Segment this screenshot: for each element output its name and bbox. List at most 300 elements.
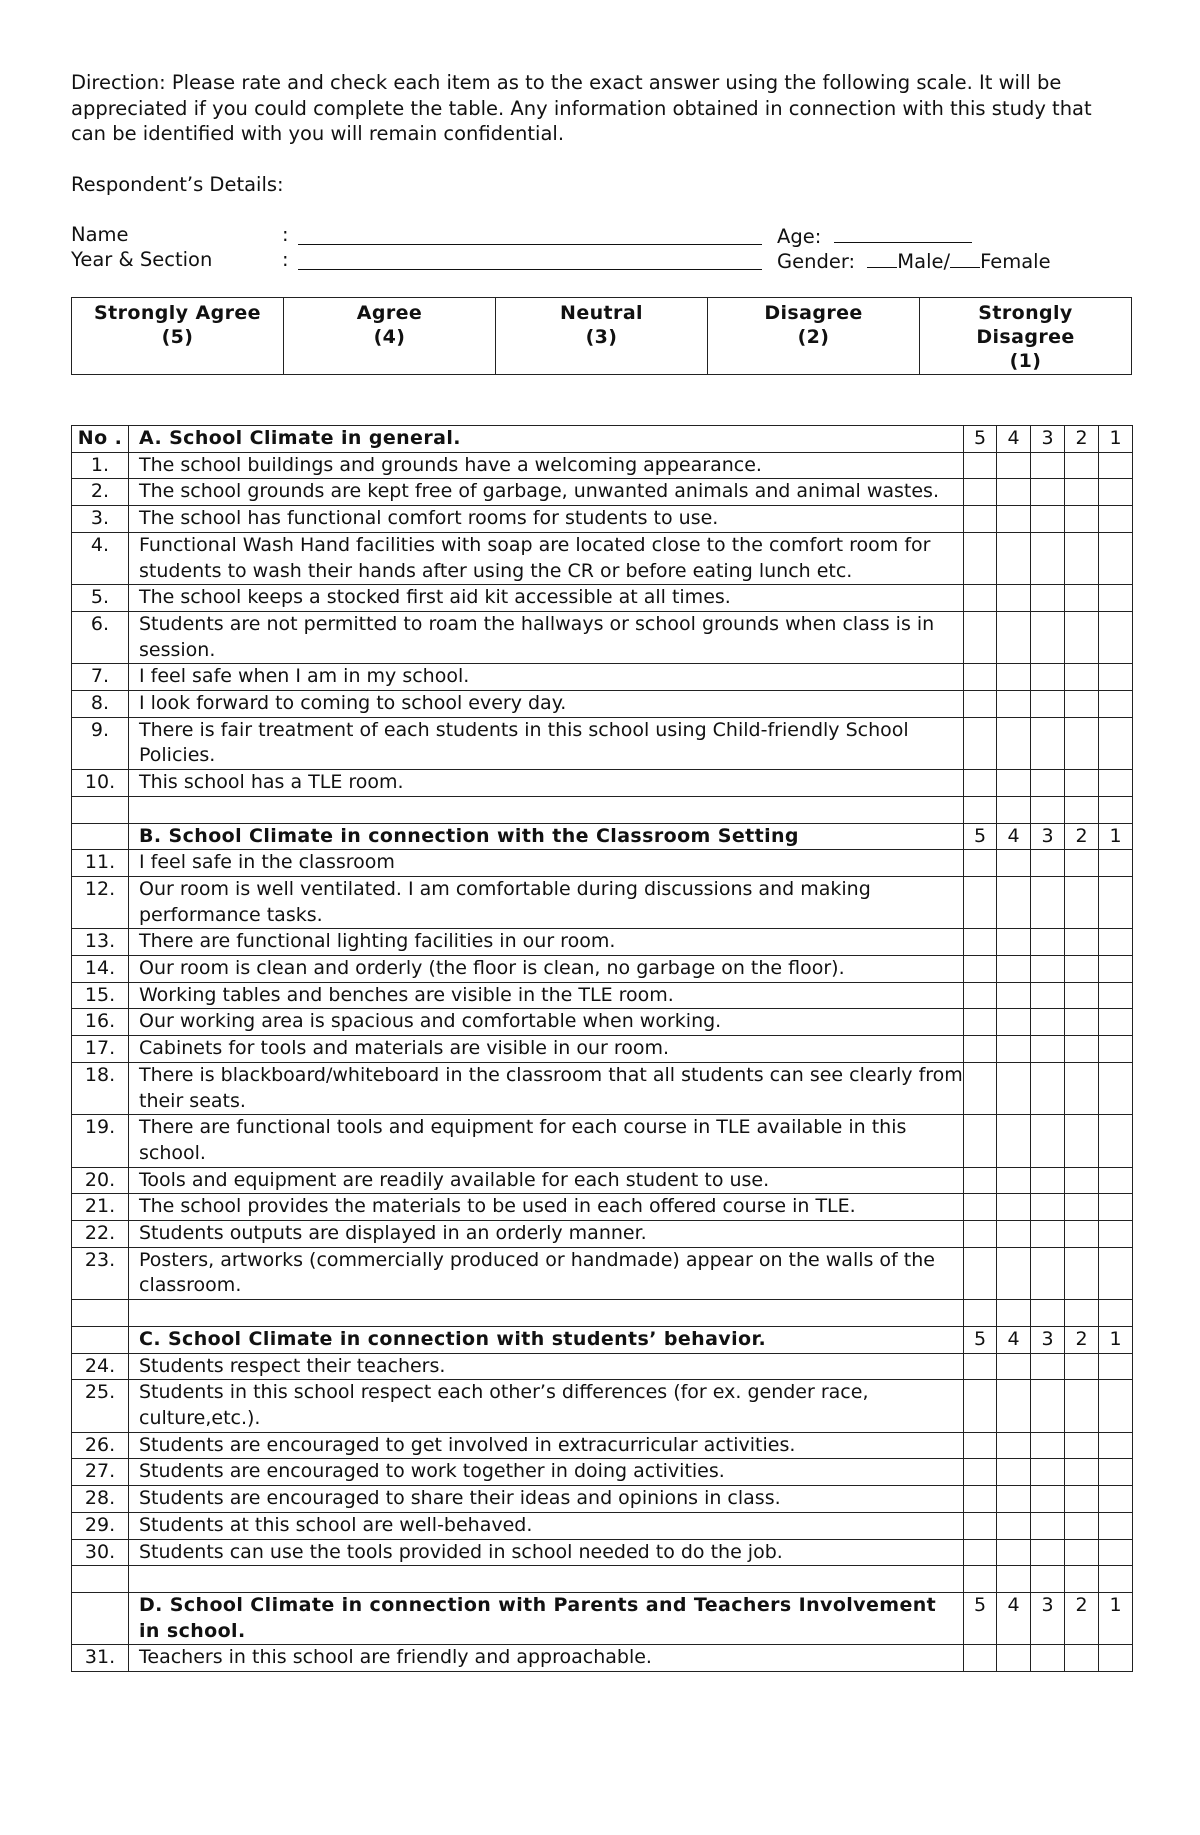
rating-cell[interactable] bbox=[964, 1115, 997, 1167]
rating-cell[interactable] bbox=[1099, 1221, 1133, 1248]
respondent-details-heading: Respondent’s Details: bbox=[71, 173, 284, 196]
item-number: 15. bbox=[72, 982, 129, 1009]
rating-cell[interactable] bbox=[964, 1247, 997, 1299]
item-row bbox=[72, 1380, 1133, 1432]
rating-cell[interactable] bbox=[1065, 479, 1099, 506]
name-row bbox=[71, 222, 1131, 247]
score-header: 3 bbox=[1031, 1326, 1065, 1353]
rating-cell[interactable] bbox=[1065, 585, 1099, 612]
spacer-cell bbox=[1031, 796, 1065, 823]
item-number: 12. bbox=[72, 876, 129, 928]
score-header: 1 bbox=[1099, 1326, 1133, 1353]
rating-cell[interactable] bbox=[964, 1036, 997, 1063]
spacer-cell bbox=[129, 1300, 964, 1327]
item-text: The school buildings and grounds have a welcoming appearance. bbox=[129, 452, 964, 479]
item-number: 28. bbox=[72, 1486, 129, 1513]
rating-cell[interactable] bbox=[1099, 1353, 1133, 1380]
rating-cell[interactable] bbox=[964, 1512, 997, 1539]
rating-cell[interactable] bbox=[997, 717, 1031, 769]
rating-cell[interactable] bbox=[1031, 532, 1065, 584]
rating-cell[interactable] bbox=[964, 506, 997, 533]
rating-cell[interactable] bbox=[1065, 929, 1099, 956]
spacer-cell bbox=[129, 1566, 964, 1593]
item-row bbox=[72, 1221, 1133, 1248]
item-text: The school keeps a stocked first aid kit accessible at all times. bbox=[129, 585, 964, 612]
item-number: 8. bbox=[72, 691, 129, 718]
rating-cell[interactable] bbox=[1099, 956, 1133, 983]
rating-cell[interactable] bbox=[1031, 479, 1065, 506]
rating-cell[interactable] bbox=[964, 1486, 997, 1513]
rating-cell[interactable] bbox=[1031, 1380, 1065, 1432]
item-row bbox=[72, 1353, 1133, 1380]
item-number: 25. bbox=[72, 1380, 129, 1432]
score-header: 4 bbox=[997, 1592, 1031, 1644]
section-header-row bbox=[72, 1326, 1133, 1353]
item-row bbox=[72, 1539, 1133, 1566]
rating-cell[interactable] bbox=[1065, 1432, 1099, 1459]
item-row bbox=[72, 506, 1133, 533]
section-title: C. School Climate in connection with students’ behavior. bbox=[129, 1326, 964, 1353]
rating-cell[interactable] bbox=[1065, 1247, 1099, 1299]
rating-cell[interactable] bbox=[1065, 1512, 1099, 1539]
item-text: Students can use the tools provided in school needed to do the job. bbox=[129, 1539, 964, 1566]
rating-cell[interactable] bbox=[997, 1221, 1031, 1248]
rating-cell[interactable] bbox=[964, 1459, 997, 1486]
score-header: 4 bbox=[997, 426, 1031, 453]
rating-cell[interactable] bbox=[1031, 1539, 1065, 1566]
score-header: 3 bbox=[1031, 1592, 1065, 1644]
spacer-cell bbox=[997, 796, 1031, 823]
rating-cell[interactable] bbox=[1099, 506, 1133, 533]
rating-cell[interactable] bbox=[1031, 876, 1065, 928]
rating-cell[interactable] bbox=[1065, 770, 1099, 797]
rating-cell[interactable] bbox=[1099, 1380, 1133, 1432]
rating-cell[interactable] bbox=[964, 1539, 997, 1566]
rating-cell[interactable] bbox=[997, 1539, 1031, 1566]
rating-cell[interactable] bbox=[997, 1036, 1031, 1063]
rating-cell[interactable] bbox=[997, 611, 1031, 663]
rating-cell[interactable] bbox=[1099, 1036, 1133, 1063]
rating-cell[interactable] bbox=[1031, 956, 1065, 983]
female-check-blank[interactable] bbox=[950, 247, 980, 268]
item-row bbox=[72, 850, 1133, 877]
rating-cell[interactable] bbox=[1031, 1459, 1065, 1486]
score-header: 5 bbox=[964, 823, 997, 850]
item-text: I look forward to coming to school every day. bbox=[129, 691, 964, 718]
item-number: 16. bbox=[72, 1009, 129, 1036]
rating-cell[interactable] bbox=[1031, 452, 1065, 479]
rating-cell[interactable] bbox=[1065, 956, 1099, 983]
spacer-row bbox=[72, 796, 1133, 823]
rating-cell[interactable] bbox=[964, 929, 997, 956]
spacer-cell bbox=[1099, 1300, 1133, 1327]
rating-cell[interactable] bbox=[1031, 1062, 1065, 1114]
gender-label: Gender: bbox=[777, 250, 856, 273]
rating-cell[interactable] bbox=[997, 1486, 1031, 1513]
rating-cell[interactable] bbox=[997, 691, 1031, 718]
rating-cell[interactable] bbox=[997, 982, 1031, 1009]
rating-cell[interactable] bbox=[1065, 1036, 1099, 1063]
rating-cell[interactable] bbox=[964, 532, 997, 584]
rating-cell[interactable] bbox=[997, 1459, 1031, 1486]
item-text: There are functional tools and equipment for each course in TLE available in this school. bbox=[129, 1115, 964, 1167]
rating-cell[interactable] bbox=[964, 1009, 997, 1036]
item-number: 11. bbox=[72, 850, 129, 877]
rating-cell[interactable] bbox=[964, 717, 997, 769]
year-section-row bbox=[71, 247, 1131, 272]
rating-cell[interactable] bbox=[1065, 1115, 1099, 1167]
rating-cell[interactable] bbox=[1065, 611, 1099, 663]
rating-cell[interactable] bbox=[964, 479, 997, 506]
rating-cell[interactable] bbox=[997, 664, 1031, 691]
rating-cell[interactable] bbox=[1031, 585, 1065, 612]
item-number: 14. bbox=[72, 956, 129, 983]
item-text: Students are not permitted to roam the hallways or school grounds when class is in session. bbox=[129, 611, 964, 663]
rating-cell[interactable] bbox=[1031, 1036, 1065, 1063]
year-section-label: Year & Section bbox=[71, 248, 213, 271]
rating-cell[interactable] bbox=[1031, 611, 1065, 663]
rating-cell[interactable] bbox=[964, 982, 997, 1009]
rating-cell[interactable] bbox=[1099, 1194, 1133, 1221]
item-number: 24. bbox=[72, 1353, 129, 1380]
year-section-colon: : bbox=[282, 248, 289, 271]
no-header: No . bbox=[72, 426, 129, 453]
rating-cell[interactable] bbox=[964, 691, 997, 718]
rating-cell[interactable] bbox=[1031, 1009, 1065, 1036]
rating-cell[interactable] bbox=[997, 1432, 1031, 1459]
score-header: 2 bbox=[1065, 823, 1099, 850]
direction-text: Direction: Please rate and check each item as to the exact answer using the following scale. It will be appreciated if you could complete the table. Any information obtained in connection with this study that can be identified with you will remain confidential. bbox=[71, 71, 1092, 145]
item-text: I feel safe in the classroom bbox=[129, 850, 964, 877]
item-number: 9. bbox=[72, 717, 129, 769]
rating-cell[interactable] bbox=[1065, 506, 1099, 533]
rating-cell[interactable] bbox=[997, 1353, 1031, 1380]
rating-cell[interactable] bbox=[964, 1167, 997, 1194]
rating-cell[interactable] bbox=[964, 770, 997, 797]
rating-cell[interactable] bbox=[1065, 532, 1099, 584]
rating-cell[interactable] bbox=[964, 1062, 997, 1114]
rating-cell[interactable] bbox=[1065, 691, 1099, 718]
rating-cell[interactable] bbox=[1099, 691, 1133, 718]
spacer-cell bbox=[1065, 1566, 1099, 1593]
rating-cell[interactable] bbox=[964, 452, 997, 479]
item-text: The school provides the materials to be used in each offered course in TLE. bbox=[129, 1194, 964, 1221]
rating-cell[interactable] bbox=[997, 1247, 1031, 1299]
item-row bbox=[72, 1009, 1133, 1036]
item-text: There is fair treatment of each students in this school using Child-friendly School Policies. bbox=[129, 717, 964, 769]
rating-cell[interactable] bbox=[1065, 1194, 1099, 1221]
item-number: 23. bbox=[72, 1247, 129, 1299]
rating-cell[interactable] bbox=[1031, 691, 1065, 718]
item-text: Our working area is spacious and comfortable when working. bbox=[129, 1009, 964, 1036]
name-blank[interactable] bbox=[298, 244, 762, 245]
rating-cell[interactable] bbox=[997, 1512, 1031, 1539]
score-header: 1 bbox=[1099, 426, 1133, 453]
item-number: 18. bbox=[72, 1062, 129, 1114]
rating-cell[interactable] bbox=[964, 664, 997, 691]
rating-cell[interactable] bbox=[997, 1062, 1031, 1114]
spacer-cell bbox=[1065, 796, 1099, 823]
item-text: Our room is clean and orderly (the floor is clean, no garbage on the floor). bbox=[129, 956, 964, 983]
rating-cell[interactable] bbox=[1099, 1247, 1133, 1299]
rating-cell[interactable] bbox=[1065, 717, 1099, 769]
rating-cell[interactable] bbox=[1031, 1512, 1065, 1539]
rating-cell[interactable] bbox=[997, 1115, 1031, 1167]
item-row bbox=[72, 1194, 1133, 1221]
rating-cell[interactable] bbox=[1031, 982, 1065, 1009]
item-text: Students in this school respect each other’s differences (for ex. gender race, culture,etc.). bbox=[129, 1380, 964, 1432]
male-label: Male/ bbox=[897, 250, 951, 273]
no-header bbox=[72, 1326, 129, 1353]
rating-cell[interactable] bbox=[997, 506, 1031, 533]
rating-cell[interactable] bbox=[1065, 982, 1099, 1009]
age-field bbox=[777, 222, 972, 249]
rating-cell[interactable] bbox=[1065, 1645, 1099, 1672]
item-number: 27. bbox=[72, 1459, 129, 1486]
item-text: I feel safe when I am in my school. bbox=[129, 664, 964, 691]
item-number: 22. bbox=[72, 1221, 129, 1248]
rating-scale-table bbox=[71, 297, 1132, 375]
score-header: 2 bbox=[1065, 1592, 1099, 1644]
item-row bbox=[72, 452, 1133, 479]
item-row bbox=[72, 1645, 1133, 1672]
rating-cell[interactable] bbox=[1031, 1115, 1065, 1167]
item-number: 10. bbox=[72, 770, 129, 797]
score-header: 5 bbox=[964, 1326, 997, 1353]
rating-cell[interactable] bbox=[1099, 1486, 1133, 1513]
spacer-cell bbox=[1031, 1300, 1065, 1327]
section-title: D. School Climate in connection with Parents and Teachers Involvement in school. bbox=[129, 1592, 964, 1644]
rating-cell[interactable] bbox=[1065, 1380, 1099, 1432]
item-row bbox=[72, 611, 1133, 663]
gender-field bbox=[777, 247, 1051, 274]
rating-cell[interactable] bbox=[1031, 664, 1065, 691]
spacer-row bbox=[72, 1300, 1133, 1327]
rating-cell[interactable] bbox=[1065, 1221, 1099, 1248]
rating-cell[interactable] bbox=[1065, 1459, 1099, 1486]
rating-cell[interactable] bbox=[1099, 770, 1133, 797]
rating-cell[interactable] bbox=[1065, 876, 1099, 928]
rating-cell[interactable] bbox=[1099, 929, 1133, 956]
score-header: 3 bbox=[1031, 426, 1065, 453]
rating-cell[interactable] bbox=[1099, 479, 1133, 506]
rating-cell[interactable] bbox=[1065, 1009, 1099, 1036]
item-text: Posters, artworks (commercially produced or handmade) appear on the walls of the classroom. bbox=[129, 1247, 964, 1299]
item-number: 2. bbox=[72, 479, 129, 506]
item-text: Our room is well ventilated. I am comfortable during discussions and making performance tasks. bbox=[129, 876, 964, 928]
score-header: 5 bbox=[964, 1592, 997, 1644]
rating-cell[interactable] bbox=[997, 532, 1031, 584]
item-text: Functional Wash Hand facilities with soap are located close to the comfort room for students to wash their hands after using the CR or before eating lunch etc. bbox=[129, 532, 964, 584]
item-text: There is blackboard/whiteboard in the classroom that all students can see clearly from their seats. bbox=[129, 1062, 964, 1114]
male-check-blank[interactable] bbox=[867, 247, 897, 268]
item-number: 29. bbox=[72, 1512, 129, 1539]
item-text: Tools and equipment are readily available for each student to use. bbox=[129, 1167, 964, 1194]
rating-cell[interactable] bbox=[1099, 982, 1133, 1009]
item-text: The school grounds are kept free of garbage, unwanted animals and animal wastes. bbox=[129, 479, 964, 506]
rating-cell[interactable] bbox=[997, 452, 1031, 479]
rating-cell[interactable] bbox=[1065, 1486, 1099, 1513]
item-text: Students at this school are well-behaved. bbox=[129, 1512, 964, 1539]
score-header: 4 bbox=[997, 1326, 1031, 1353]
rating-cell[interactable] bbox=[1099, 1062, 1133, 1114]
rating-cell[interactable] bbox=[1031, 1645, 1065, 1672]
item-number: 4. bbox=[72, 532, 129, 584]
rating-cell[interactable] bbox=[964, 1380, 997, 1432]
item-text: Students are encouraged to get involved in extracurricular activities. bbox=[129, 1432, 964, 1459]
rating-cell[interactable] bbox=[964, 1645, 997, 1672]
section-header-row bbox=[72, 426, 1133, 453]
item-row bbox=[72, 1459, 1133, 1486]
rating-cell[interactable] bbox=[1099, 532, 1133, 584]
item-row bbox=[72, 664, 1133, 691]
rating-cell[interactable] bbox=[964, 1353, 997, 1380]
rating-cell[interactable] bbox=[997, 1194, 1031, 1221]
rating-cell[interactable] bbox=[997, 1645, 1031, 1672]
rating-cell[interactable] bbox=[964, 1432, 997, 1459]
item-row bbox=[72, 956, 1133, 983]
item-number: 30. bbox=[72, 1539, 129, 1566]
name-colon: : bbox=[282, 223, 289, 246]
item-text: Students outputs are displayed in an orderly manner. bbox=[129, 1221, 964, 1248]
item-number: 20. bbox=[72, 1167, 129, 1194]
rating-cell[interactable] bbox=[1031, 717, 1065, 769]
item-text: The school has functional comfort rooms for students to use. bbox=[129, 506, 964, 533]
spacer-cell bbox=[997, 1300, 1031, 1327]
rating-cell[interactable] bbox=[997, 850, 1031, 877]
rating-cell[interactable] bbox=[997, 1009, 1031, 1036]
item-number: 31. bbox=[72, 1645, 129, 1672]
rating-cell[interactable] bbox=[1031, 929, 1065, 956]
scale-disagree: Disagree (2) bbox=[708, 298, 920, 375]
rating-cell[interactable] bbox=[1065, 1062, 1099, 1114]
rating-cell[interactable] bbox=[997, 770, 1031, 797]
rating-cell[interactable] bbox=[964, 1221, 997, 1248]
rating-cell[interactable] bbox=[1099, 1115, 1133, 1167]
rating-cell[interactable] bbox=[1031, 506, 1065, 533]
rating-cell[interactable] bbox=[1065, 850, 1099, 877]
rating-cell[interactable] bbox=[1031, 1221, 1065, 1248]
rating-cell[interactable] bbox=[997, 1167, 1031, 1194]
rating-cell[interactable] bbox=[1031, 1194, 1065, 1221]
item-text: There are functional lighting facilities in our room. bbox=[129, 929, 964, 956]
rating-cell[interactable] bbox=[1031, 850, 1065, 877]
scale-strongly-disagree: Strongly Disagree (1) bbox=[920, 298, 1132, 375]
rating-cell[interactable] bbox=[1065, 1353, 1099, 1380]
item-row bbox=[72, 1247, 1133, 1299]
rating-cell[interactable] bbox=[1031, 1353, 1065, 1380]
section-header-row bbox=[72, 1592, 1133, 1644]
rating-cell[interactable] bbox=[1099, 1512, 1133, 1539]
rating-cell[interactable] bbox=[1031, 1432, 1065, 1459]
rating-cell[interactable] bbox=[997, 876, 1031, 928]
section-title: A. School Climate in general. bbox=[129, 426, 964, 453]
rating-cell[interactable] bbox=[1031, 1247, 1065, 1299]
item-text: Students respect their teachers. bbox=[129, 1353, 964, 1380]
rating-cell[interactable] bbox=[1099, 1539, 1133, 1566]
rating-cell[interactable] bbox=[964, 611, 997, 663]
rating-cell[interactable] bbox=[1065, 1167, 1099, 1194]
rating-cell[interactable] bbox=[964, 1194, 997, 1221]
rating-cell[interactable] bbox=[1065, 452, 1099, 479]
score-header: 2 bbox=[1065, 426, 1099, 453]
rating-cell[interactable] bbox=[964, 956, 997, 983]
item-row bbox=[72, 1486, 1133, 1513]
item-row bbox=[72, 1062, 1133, 1114]
rating-cell[interactable] bbox=[1099, 1432, 1133, 1459]
age-blank[interactable] bbox=[834, 222, 972, 243]
rating-cell[interactable] bbox=[964, 850, 997, 877]
no-header bbox=[72, 1592, 129, 1644]
item-row bbox=[72, 479, 1133, 506]
year-section-blank[interactable] bbox=[298, 269, 762, 270]
rating-cell[interactable] bbox=[1099, 1459, 1133, 1486]
rating-cell[interactable] bbox=[1099, 664, 1133, 691]
spacer-cell bbox=[72, 1300, 129, 1327]
rating-cell[interactable] bbox=[997, 479, 1031, 506]
rating-cell[interactable] bbox=[1099, 1009, 1133, 1036]
rating-cell[interactable] bbox=[964, 585, 997, 612]
item-text: Teachers in this school are friendly and approachable. bbox=[129, 1645, 964, 1672]
rating-cell[interactable] bbox=[1099, 452, 1133, 479]
item-row bbox=[72, 770, 1133, 797]
item-text: Working tables and benches are visible in the TLE room. bbox=[129, 982, 964, 1009]
rating-cell[interactable] bbox=[1099, 585, 1133, 612]
spacer-cell bbox=[72, 1566, 129, 1593]
rating-cell[interactable] bbox=[1031, 770, 1065, 797]
rating-cell[interactable] bbox=[1031, 1167, 1065, 1194]
score-header: 5 bbox=[964, 426, 997, 453]
rating-cell[interactable] bbox=[1099, 717, 1133, 769]
item-row bbox=[72, 1512, 1133, 1539]
rating-cell[interactable] bbox=[1099, 1167, 1133, 1194]
scale-agree: Agree (4) bbox=[284, 298, 496, 375]
item-text: Students are encouraged to work together in doing activities. bbox=[129, 1459, 964, 1486]
spacer-cell bbox=[1099, 1566, 1133, 1593]
item-text: Cabinets for tools and materials are visible in our room. bbox=[129, 1036, 964, 1063]
rating-cell[interactable] bbox=[997, 1380, 1031, 1432]
rating-cell[interactable] bbox=[997, 956, 1031, 983]
scale-strongly-agree: Strongly Agree (5) bbox=[72, 298, 284, 375]
item-row bbox=[72, 691, 1133, 718]
item-row bbox=[72, 929, 1133, 956]
rating-cell[interactable] bbox=[997, 585, 1031, 612]
item-number: 21. bbox=[72, 1194, 129, 1221]
rating-cell[interactable] bbox=[1099, 611, 1133, 663]
rating-cell[interactable] bbox=[1031, 1486, 1065, 1513]
spacer-cell bbox=[1031, 1566, 1065, 1593]
rating-cell[interactable] bbox=[1065, 664, 1099, 691]
score-header: 3 bbox=[1031, 823, 1065, 850]
item-number: 6. bbox=[72, 611, 129, 663]
rating-cell[interactable] bbox=[1099, 850, 1133, 877]
rating-cell[interactable] bbox=[1099, 876, 1133, 928]
item-number: 7. bbox=[72, 664, 129, 691]
item-row bbox=[72, 1167, 1133, 1194]
rating-cell[interactable] bbox=[964, 876, 997, 928]
rating-cell[interactable] bbox=[997, 929, 1031, 956]
item-number: 19. bbox=[72, 1115, 129, 1167]
spacer-cell bbox=[1099, 796, 1133, 823]
item-row bbox=[72, 532, 1133, 584]
item-row bbox=[72, 1036, 1133, 1063]
item-row bbox=[72, 717, 1133, 769]
item-row bbox=[72, 585, 1133, 612]
rating-cell[interactable] bbox=[1065, 1539, 1099, 1566]
item-number: 26. bbox=[72, 1432, 129, 1459]
rating-cell[interactable] bbox=[1099, 1645, 1133, 1672]
spacer-cell bbox=[997, 1566, 1031, 1593]
